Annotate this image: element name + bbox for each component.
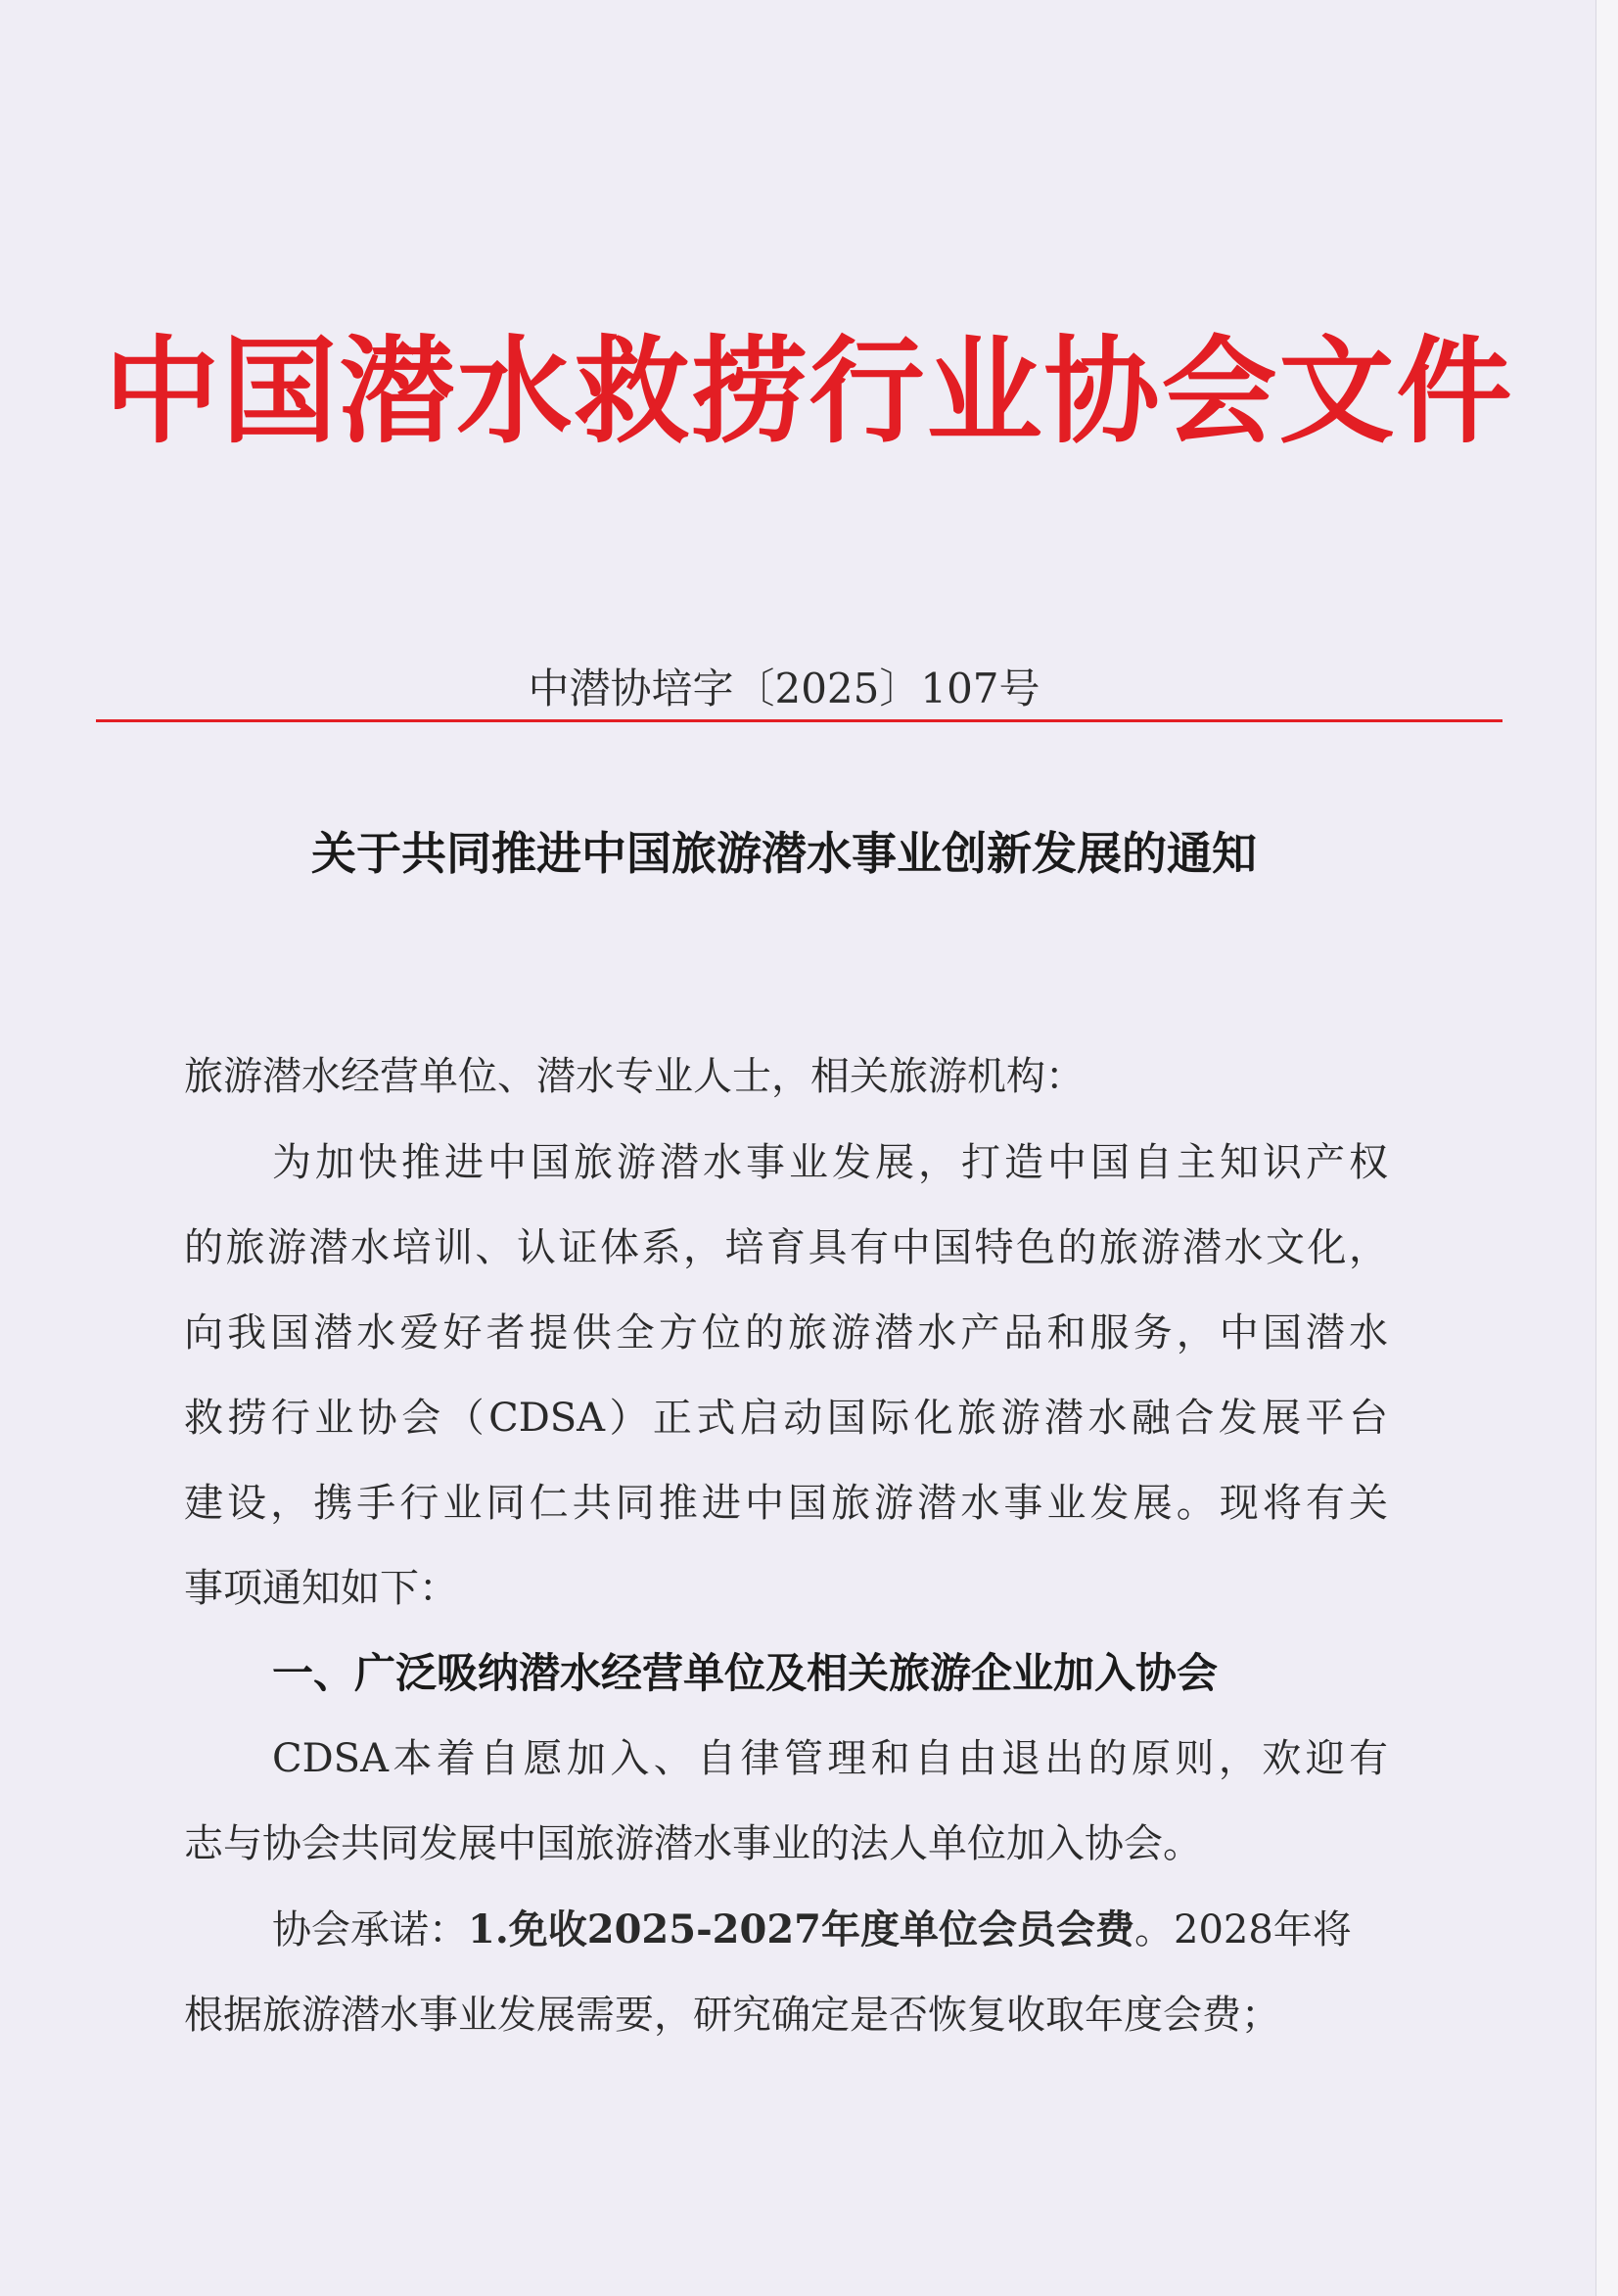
paragraph-line: 的旅游潜水培训、认证体系，培育具有中国特色的旅游潜水文化， — [184, 1225, 1388, 1270]
section-heading: 一、广泛吸纳潜水经营单位及相关旅游企业加入协会 — [272, 1649, 1219, 1697]
paragraph-line: 为加快推进中国旅游潜水事业发展，打造中国自主知识产权 — [272, 1140, 1388, 1185]
document-number: 中潜协培字〔2025〕107号 — [528, 665, 1040, 712]
paragraph-line: 救捞行业协会（CDSA）正式启动国际化旅游潜水融合发展平台 — [184, 1396, 1388, 1441]
paragraph-line: 建设，携手行业同仁共同推进中国旅游潜水事业发展。现将有关 — [184, 1481, 1388, 1526]
paragraph-line — [272, 1903, 1352, 1957]
paragraph-line: 志与协会共同发展中国旅游潜水事业的法人单位加入协会。 — [184, 1821, 1202, 1866]
notice-title: 关于共同推进中国旅游潜水事业创新发展的通知 — [311, 827, 1257, 880]
paragraph-line: 向我国潜水爱好者提供全方位的旅游潜水产品和服务，中国潜水 — [184, 1310, 1388, 1355]
commitment-rest: 。2028年将 — [1134, 1907, 1352, 1952]
commitment-label: 协会承诺： — [272, 1907, 468, 1952]
paragraph-line: 根据旅游潜水事业发展需要，研究确定是否恢复收取年度会费； — [184, 1993, 1280, 2038]
salutation: 旅游潜水经营单位、潜水专业人士，相关旅游机构： — [184, 1054, 1085, 1099]
document-red-header: 中国潜水救捞行业协会文件 — [104, 323, 1514, 459]
paragraph-line: CDSA本着自愿加入、自律管理和自由退出的原则，欢迎有 — [272, 1736, 1388, 1781]
commitment-bold-text: 1.免收2025-2027年度单位会员会费 — [468, 1906, 1135, 1952]
paragraph-line: 事项通知如下： — [184, 1566, 458, 1611]
red-divider-line — [96, 719, 1502, 722]
